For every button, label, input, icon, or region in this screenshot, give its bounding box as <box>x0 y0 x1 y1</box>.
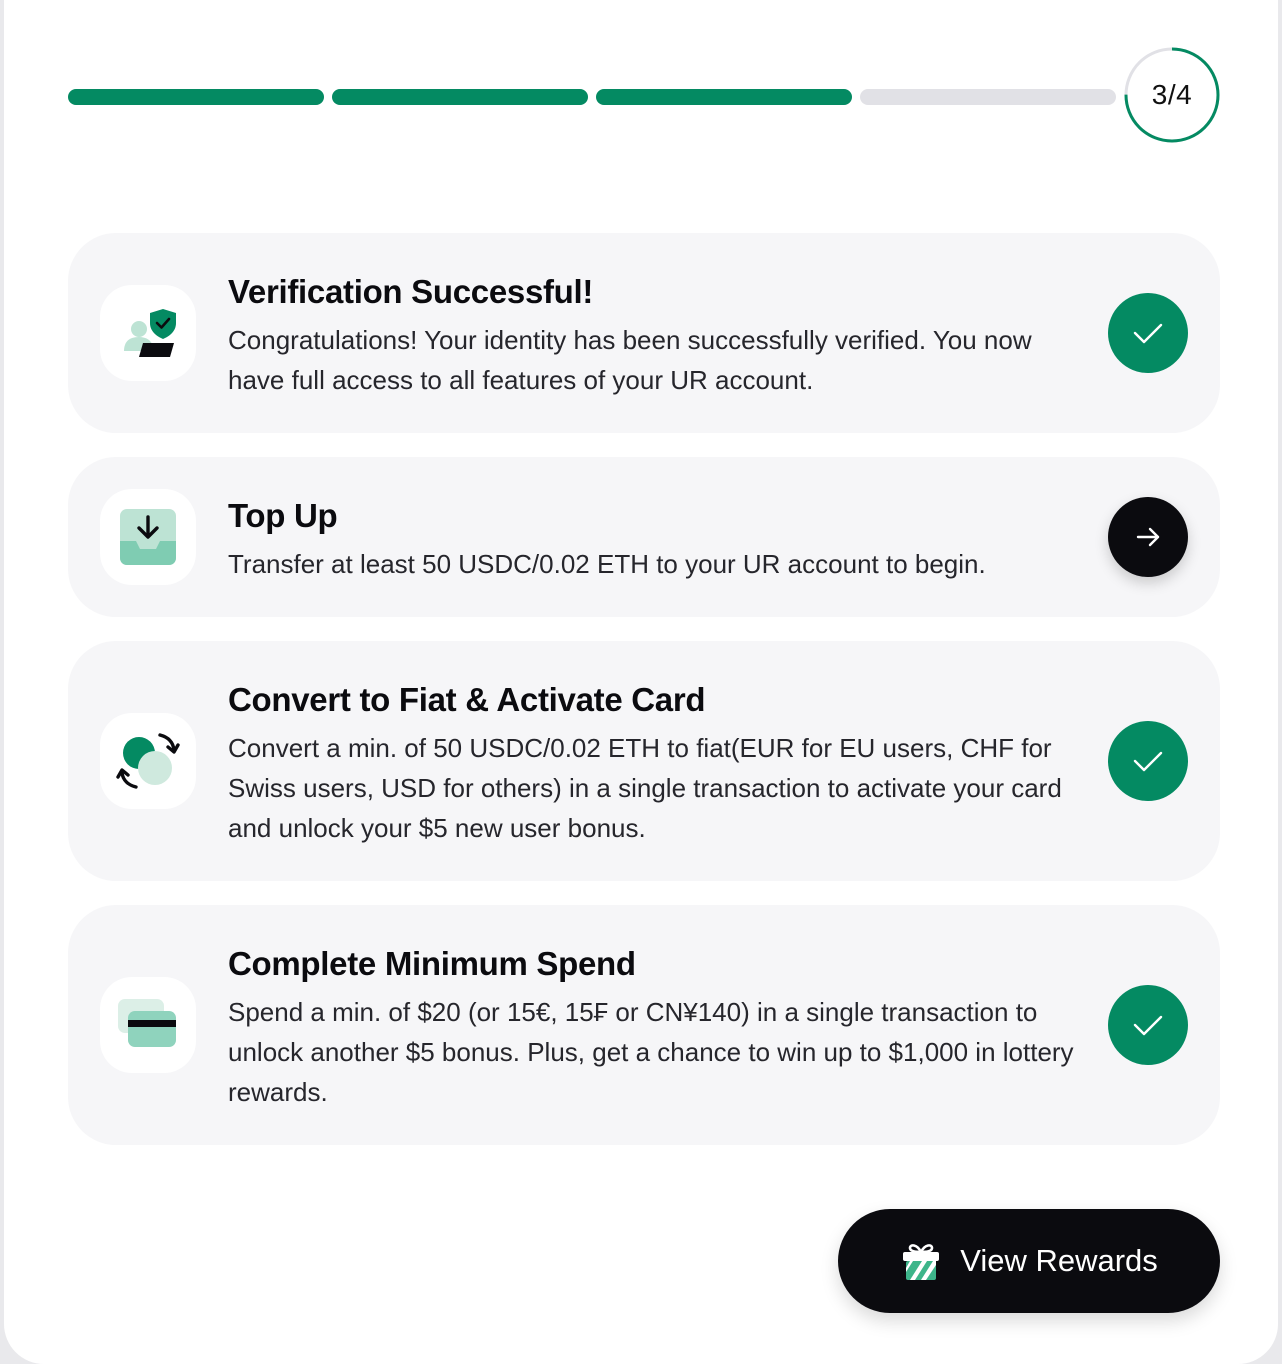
step-icon-box <box>100 977 196 1073</box>
step-completed-badge <box>1108 721 1188 801</box>
progress-segment-1 <box>68 89 324 105</box>
step-description: Spend a min. of $20 (or 15€, 15₣ or CN¥140) in a single transaction to unlock another $5 bonus. Plus, get a chance to win up to $1,000 in lottery rewards. <box>228 997 1074 1107</box>
step-description: Convert a min. of 50 USDC/0.02 ETH to fiat(EUR for EU users, CHF for Swiss users, USD for others) in a single transaction to activate your card and unlock your $5 new user bonus. <box>228 733 1062 843</box>
gift-icon <box>900 1240 942 1282</box>
step-icon-box <box>100 489 196 585</box>
progress-segment-4 <box>860 89 1116 105</box>
step-description: Congratulations! Your identity has been successfully verified. You now have full access to all features of your UR account. <box>228 325 1032 395</box>
check-icon <box>1131 1008 1165 1042</box>
step-card-top-up[interactable] <box>68 457 1220 617</box>
progress-bar <box>68 89 1116 105</box>
step-description: Transfer at least 50 USDC/0.02 ETH to your UR account to begin. <box>228 549 986 579</box>
view-rewards-button[interactable] <box>838 1209 1220 1313</box>
step-completed-badge <box>1108 985 1188 1065</box>
check-icon <box>1131 744 1165 778</box>
progress-count: 3/4 <box>1151 79 1193 110</box>
card-icon <box>116 993 180 1057</box>
step-card-verification <box>68 233 1220 433</box>
top-up-arrow-button[interactable] <box>1108 497 1188 577</box>
arrow-right-icon <box>1133 522 1163 552</box>
convert-coins-icon <box>116 729 180 793</box>
step-title: Top Up <box>228 497 338 534</box>
verified-identity-icon <box>116 301 180 365</box>
step-title: Convert to Fiat & Activate Card <box>228 681 706 718</box>
step-icon-box <box>100 713 196 809</box>
progress-ring <box>1124 47 1220 143</box>
download-tray-icon <box>116 505 180 569</box>
progress-segment-3 <box>596 89 852 105</box>
step-title: Verification Successful! <box>228 273 594 310</box>
step-title: Complete Minimum Spend <box>228 945 636 982</box>
progress-segment-2 <box>332 89 588 105</box>
view-rewards-label: View Rewards <box>960 1243 1158 1278</box>
onboarding-panel <box>4 0 1278 1364</box>
step-icon-box <box>100 285 196 381</box>
step-card-minimum-spend <box>68 905 1220 1145</box>
step-card-convert <box>68 641 1220 881</box>
step-completed-badge <box>1108 293 1188 373</box>
check-icon <box>1131 316 1165 350</box>
